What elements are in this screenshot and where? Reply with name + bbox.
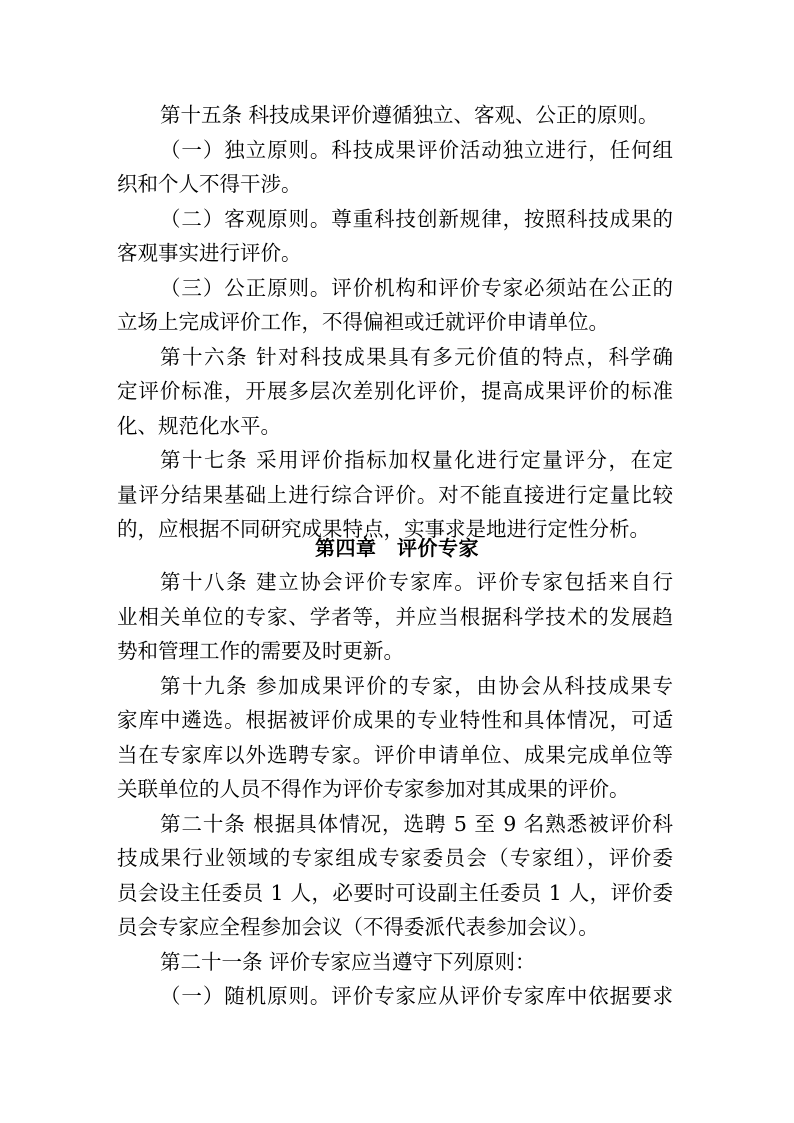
article-15-item-3-line-2: 立场上完成评价工作，不得偏袒或迁就评价申请单位。: [117, 310, 609, 334]
article-20-line-1: 第二十条 根据具体情况，选聘 5 至 9 名熟悉被评价科: [160, 812, 673, 836]
article-18-line-1: 第十八条 建立协会评价专家库。评价专家包括来自行: [160, 570, 673, 594]
article-20-line-2: 技成果行业领域的专家组成专家委员会（专家组），评价委: [117, 846, 673, 870]
article-15-item-1-line-2: 织和个人不得干涉。: [117, 172, 302, 196]
article-18-line-2: 业相关单位的专家、学者等，并应当根据科学技术的发展趋: [117, 605, 673, 629]
article-17-line-3: 的，应根据不同研究成果特点，实事求是地进行定性分析。: [117, 517, 650, 541]
article-20-line-3: 员会设主任委员 1 人，必要时可设副主任委员 1 人，评价委: [117, 881, 673, 905]
article-15-item-2-line-2: 客观事实进行评价。: [117, 241, 302, 265]
chapter-4-heading: 第四章 评价专家: [315, 536, 479, 560]
article-19-line-1: 第十九条 参加成果评价的专家，由协会从科技成果专: [160, 674, 673, 698]
article-19-line-4: 关联单位的人员不得作为评价专家参加对其成果的评价。: [117, 777, 630, 801]
article-16-line-1: 第十六条 针对科技成果具有多元价值的特点，科学确: [160, 345, 673, 369]
article-15-item-3-line-1: （三）公正原则。评价机构和评价专家必须站在公正的: [160, 276, 673, 300]
article-15-item-1-line-1: （一）独立原则。科技成果评价活动独立进行，任何组: [160, 138, 673, 162]
article-21-item-1-line-1: （一）随机原则。评价专家应从评价专家库中依据要求: [160, 984, 673, 1008]
article-19-line-2: 家库中遴选。根据被评价成果的专业特性和具体情况，可适: [117, 708, 673, 732]
article-20-line-4: 员会专家应全程参加会议（不得委派代表参加会议）。: [117, 915, 599, 939]
article-19-line-3: 当在专家库以外选聘专家。评价申请单位、成果完成单位等: [117, 743, 673, 767]
article-18-line-3: 势和管理工作的需要及时更新。: [117, 639, 404, 663]
article-16-line-2: 定评价标准，开展多层次差别化评价，提高成果评价的标准: [117, 379, 673, 403]
article-15-line-1: 第十五条 科技成果评价遵循独立、客观、公正的原则。: [160, 103, 659, 127]
article-16-line-3: 化、规范化水平。: [117, 414, 281, 438]
article-17-line-1: 第十七条 采用评价指标加权量化进行定量评分，在定: [160, 448, 673, 472]
article-15-item-2-line-1: （二）客观原则。尊重科技创新规律，按照科技成果的: [160, 207, 673, 231]
article-17-line-2: 量评分结果基础上进行综合评价。对不能直接进行定量比较: [117, 483, 673, 507]
article-21-line-1: 第二十一条 评价专家应当遵守下列原则：: [160, 950, 536, 974]
